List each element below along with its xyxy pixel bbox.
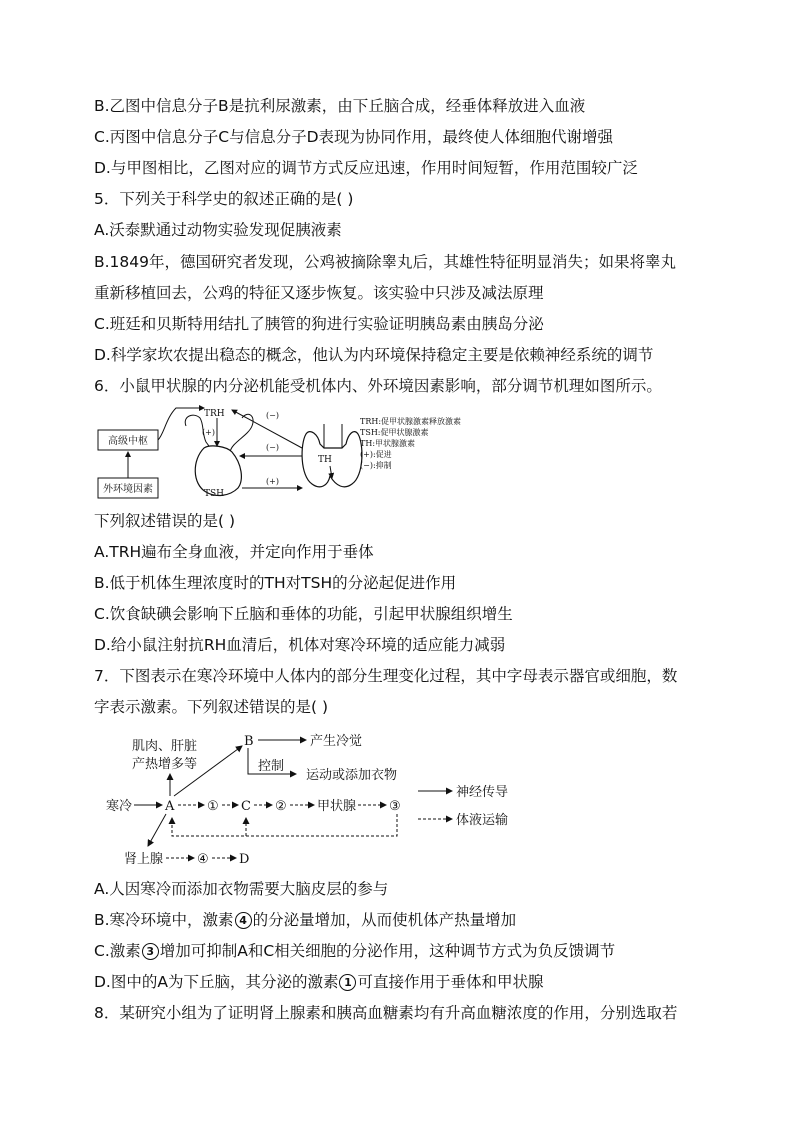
hormone-3: ③ xyxy=(389,799,401,814)
legend-tsh: TSH:促甲状腺激素 xyxy=(360,428,429,437)
heat-increase-label: 产热增多等 xyxy=(132,757,198,772)
cold-label: 寒冷 xyxy=(106,799,133,814)
external-factor-label: 外环境因素 xyxy=(103,484,153,495)
circled-4: 4 xyxy=(235,912,252,929)
exercise-clothes-label: 运动或添加衣物 xyxy=(306,768,398,783)
adrenal-label: 肾上腺 xyxy=(124,852,164,867)
q5-option-b-line1: B.1849年，德国研究者发现，公鸡被摘除睾丸后，其雄性特征明显消失；如果将睾丸 xyxy=(94,253,677,271)
hormone-1: ① xyxy=(207,799,219,814)
node-b: B xyxy=(244,734,254,749)
hormone-2: ② xyxy=(275,799,287,814)
q7-option-b: B.寒冷环境中，激素 4 的分泌量增加，从而使机体产热量增加 xyxy=(94,911,517,929)
q7-cold-regulation-figure xyxy=(96,726,536,868)
control-label: 控制 xyxy=(258,759,285,774)
legend-th: TH:甲状腺激素 xyxy=(360,439,416,448)
legend-plus: (+):促进 xyxy=(360,450,392,459)
cold-sensation-label: 产生冷觉 xyxy=(310,734,363,749)
q7-option-a: A.人因寒冷而添加衣物需要大脑皮层的参与 xyxy=(94,880,389,898)
q7-option-c: C.激素 3 增加可抑制A和C相关细胞的分泌作用，这种调节方式为负反馈调节 xyxy=(94,942,616,960)
thyroid-shape xyxy=(302,432,362,487)
q6-stem: 6．小鼠甲状腺的内分泌机能受机体内、外环境因素影响，部分调节机理如图所示。 xyxy=(94,377,662,395)
trh-plus-label: (+) xyxy=(202,428,215,437)
q5-option-a: A.沃泰默通过动物实验发现促胰液素 xyxy=(94,221,342,239)
q6-option-a: A.TRH遍布全身血液，并定向作用于垂体 xyxy=(94,543,374,561)
q4-option-b: B.乙图中信息分子B是抗利尿激素，由下丘脑合成，经垂体释放进入血液 xyxy=(94,97,586,115)
th-minus-hyp-label: (−) xyxy=(266,411,279,420)
trh-label: TRH xyxy=(204,409,225,419)
q6-thyroid-regulation-figure xyxy=(92,404,512,500)
node-d: D xyxy=(239,852,250,867)
q6-option-d: D.给小鼠注射抗RH血清后，机体对寒冷环境的适应能力减弱 xyxy=(94,636,506,654)
q5-option-c: C.班廷和贝斯特用结扎了胰管的狗进行实验证明胰岛素由胰岛分泌 xyxy=(94,315,544,333)
node-c: C xyxy=(241,799,251,814)
legend-nerve: 神经传导 xyxy=(456,785,509,800)
q7-stem-line1: 7．下图表示在寒冷环境中人体内的部分生理变化过程，其中字母表示器官或细胞，数 xyxy=(94,667,678,685)
q7-option-d: D.图中的A为下丘脑，其分泌的激素 1 可直接作用于垂体和甲状腺 xyxy=(94,973,544,991)
q5-stem: 5．下列关于科学史的叙述正确的是( ) xyxy=(94,190,354,208)
q6-ask: 下列叙述错误的是( ) xyxy=(94,512,236,530)
q6-option-c: C.饮食缺碘会影响下丘脑和垂体的功能，引起甲状腺组织增生 xyxy=(94,605,513,623)
node-a: A xyxy=(165,799,175,814)
higher-center-label: 高级中枢 xyxy=(108,436,148,447)
th-minus-pit-label: (−) xyxy=(266,443,279,452)
q5-option-b-line2: 重新移植回去，公鸡的特征又逐步恢复。该实验中只涉及减法原理 xyxy=(94,284,544,302)
hormone-4: ④ xyxy=(197,852,209,867)
q4-option-c: C.丙图中信息分子C与信息分子D表现为协同作用，最终使人体细胞代谢增强 xyxy=(94,128,614,146)
legend-trh: TRH:促甲状腺激素释放激素 xyxy=(360,417,462,426)
legend-fluid: 体液运输 xyxy=(456,813,509,828)
q7-stem-line2: 字表示激素。下列叙述错误的是( ) xyxy=(94,698,329,716)
muscle-liver-label: 肌肉、肝脏 xyxy=(132,739,198,754)
tsh-plus-label: (+) xyxy=(266,477,279,486)
circled-3: 3 xyxy=(142,943,159,960)
circled-1: 1 xyxy=(339,974,356,991)
q6-option-b: B.低于机体生理浓度时的TH对TSH的分泌起促进作用 xyxy=(94,574,457,592)
legend-minus: (−):抑制 xyxy=(360,461,392,470)
q5-option-d: D.科学家坎农提出稳态的概念，他认为内环境保持稳定主要是依赖神经系统的调节 xyxy=(94,346,654,364)
tsh-label: TSH xyxy=(204,489,225,499)
th-label: TH xyxy=(318,455,332,465)
thyroid-label: 甲状腺 xyxy=(317,799,357,814)
q8-stem: 8．某研究小组为了证明肾上腺素和胰高血糖素均有升高血糖浓度的作用，分别选取若 xyxy=(94,1004,678,1022)
q4-option-d: D.与甲图相比，乙图对应的调节方式反应迅速，作用时间短暂，作用范围较广泛 xyxy=(94,159,638,177)
